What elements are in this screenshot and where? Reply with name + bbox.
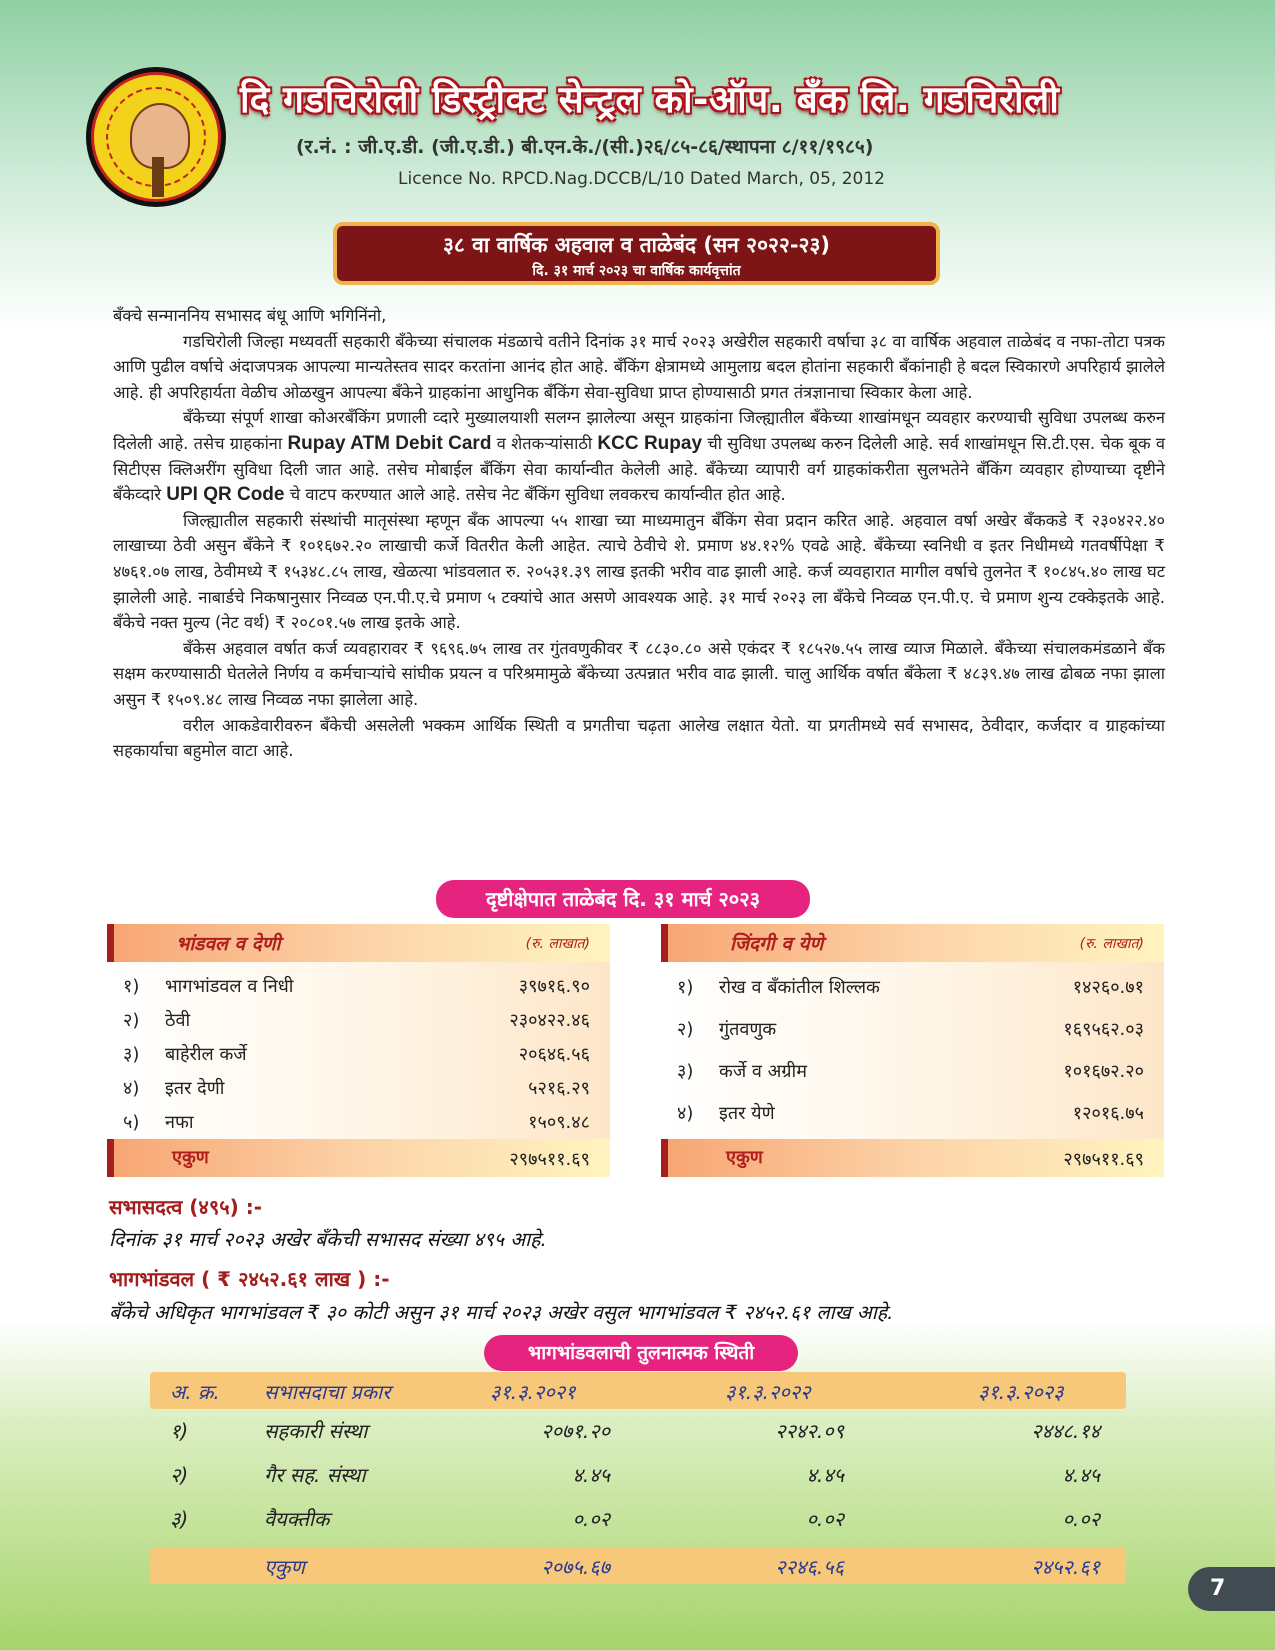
paragraph-3: जिल्ह्यातील सहकारी संस्थांची मातृसंस्था म्हणून बँक आपल्या ५५ शाखा च्या माध्यमातुन बँकिंग सेवा प्रदान करित आहे. अहवाल वर्षा अखेर बँककडे ₹ २३०४२२.४० लाखाच्या ठेवी असुन बँकेने ₹ १०१६७२.२० लाखाची कर्जे वितरीत केली आहेत. त्याचे ठेवीचे शे. प्रमाण ४४.१२% एवढे आहे. बँकेच्या स्वनिधी व इतर निधीमध्ये गतवर्षीपेक्षा ₹ ४७६१.०७ लाख, ठेवीमध्ये ₹ १५३४८.८५ लाख, खेळत्या भांडवलात रु. २०५३१.३९ लाख इतकी भरीव वाढ झाली आहे. कर्ज व्यवहारात मागील वर्षाचे तुलनेत ₹ १०८४५.४० लाख घट झालेली आहे. नाबार्डचे निकषानुसार निव्वळ एन.पी.ए.चे प्रमाण ५ टक्यांचे आत असणे आवश्यक आहे. ३१ मार्च २०२३ ला बँकेचे निव्वळ एन.पी.ए. चे प्रमाण शुन्य टक्केइतके आहे. बँकेचे नक्त मुल्य (नेट वर्थ) ₹ २०८०१.५७ लाख इतके आहे. (113, 510, 1165, 633)
table-row: ३) बाहेरील कर्जे २०६४६.५६ (123, 1044, 590, 1065)
paragraph-4: बँकेस अहवाल वर्षात कर्ज व्यवहारावर ₹ ९६९६.७५ लाख तर गुंतवणुकीवर ₹ ८८३०.८० असे एकंदर ₹ १८५२७.५५ लाख व्याज मिळाले. बँकेच्या संचालकमंडळाने बँक सक्षम करण्यासाठी घेतलेले निर्णय व कर्मचाऱ्यांचे सांघीक प्रयत्न व परिश्रमामुळे बँकेच्या उत्पन्नात भरीव वाढ झाली. चालु आर्थिक वर्षात बँकेला ₹ ४८३९.४७ लाख ढोबळ नफा झाला असुन ₹ १५०९.४८ लाख निव्वळ नफा झालेला आहे. (113, 638, 1165, 709)
share-capital-text: बँकेचे अधिकृत भागभांडवल ₹ ३० कोटी असुन ३१ मार्च २०२३ अखेर वसुल भागभांडवल ₹ २४५२.६१ लाख आहे. (109, 1301, 894, 1324)
table-row: २) गुंतवणुक १६९५६२.०३ (677, 1019, 1144, 1040)
share-capital-comparison-table (150, 1372, 1126, 1584)
banner-subtitle: दि. ३१ मार्च २०२३ चा वार्षिक कार्यवृत्तांत (532, 263, 741, 279)
registration-number: (र.नं. : जी.ए.डी. (जी.ए.डी.) बी.एन.के./(सी.)२६/८५-८६/स्थापना ८/११/१९८५) (296, 136, 874, 158)
balance-sheet-heading: दृष्टीक्षेपात ताळेबंद दि. ३१ मार्च २०२३ (436, 880, 810, 918)
table-row: ४) इतर येणे १२०१६.७५ (677, 1103, 1144, 1124)
table-row: ३) कर्जे व अग्रीम १०१६७२.२० (677, 1061, 1144, 1082)
table-row: ३) वैयक्तीक ०.०२ ०.०२ ०.०२ (170, 1507, 1100, 1531)
upi-qr-text: UPI QR Code (166, 484, 285, 506)
unit-label: (रु. लाखात) (525, 936, 590, 952)
table-row: १) रोख व बँकांतील शिल्लक १४२६०.७१ (677, 977, 1144, 998)
table-row: १) भागभांडवल व निधी ३९७१६.९० (123, 976, 590, 997)
bank-logo (86, 67, 226, 207)
table-row: ४) इतर देणी ५२१६.२९ (123, 1078, 590, 1099)
paragraph-5: वरील आकडेवारीवरुन बँकेची असलेली भक्कम आर्थिक स्थिती व प्रगतीचा चढ़ता आलेख लक्षात येतो. या प्रगतीमध्ये सर्व सभासद, ठेवीदार, कर्जदार व ग्राहकांच्या सहकार्याचा बहुमोल वाटा आहे. (113, 715, 1165, 761)
page-number: 7 (1188, 1567, 1275, 1611)
table-row: ५) नफा १५०९.४८ (123, 1112, 590, 1133)
membership-heading: सभासदत्व (४९५) :- (109, 1195, 263, 1219)
assets-table (661, 924, 1164, 1177)
table-total-row: एकुण २०७५.६७ २२४६.५६ २४५२.६१ (150, 1547, 1126, 1584)
share-capital-heading: भागभांडवल ( ₹ २४५२.६१ लाख ) :- (109, 1267, 390, 1291)
paragraph-2: बँकेच्या संपूर्ण शाखा कोअरबँकिंग प्रणाली व्दारे मुख्यालयाशी सलग्न झालेल्या असून ग्राहकांना जिल्ह्यातील बँकेच्या शाखांमधून व्यवहार करण्याची सुविधा उपलब्ध करुन दिलेली आहे. तसेच ग्राहकांना Rupay ATM Debit Card व शेतकऱ्यांसाठी KCC Rupay ची सुविधा उपलब्ध करुन दिलेली आहे. सर्व शाखांमधून सि.टी.एस. चेक बूक व सिटीएस क्लिअरींग सुविधा दिली जात आहे. तसेच मोबाईल बँकिंग सेवा कार्यान्वीत केलेली आहे. बँकेच्या व्यापारी वर्ग ग्राहकांकरीता सुलभतेने बँकिंग व्यवहार होण्याच्या दृष्टीने बँकेव्दारे UPI QR Code चे वाटप करण्यात आले आहे. तसेच नेट बँकिंग सुविधा लवकरच कार्यान्वीत होत आहे. (113, 408, 1165, 506)
banner-title: ३८ वा वार्षिक अहवाल व ताळेबंद (सन २०२२-२३) (443, 233, 830, 257)
report-body (113, 303, 1165, 764)
unit-label: (रु. लाखात) (1079, 936, 1144, 952)
table-header-row: अ. क्र. सभासदाचा प्रकार ३१.३.२०२१ ३१.३.२०२२ ३१.३.२०२३ (150, 1372, 1126, 1409)
table-row: १) सहकारी संस्था २०७१.२० २२४२.०९ २४४८.१४ (170, 1419, 1100, 1443)
bank-name: दि गडचिरोली डिस्ट्रीक्ट सेन्ट्रल को-ऑप. बँक लि. गडचिरोली (240, 78, 1060, 121)
assets-title: जिंदगी व येणे (730, 933, 824, 955)
paragraph-1: गडचिरोली जिल्हा मध्यवर्ती सहकारी बँकेच्या संचालक मंडळाचे वतीने दिनांक ३१ मार्च २०२३ अखेरील सहकारी वर्षाचा ३८ वा वार्षिक अहवाल ताळेबंद व नफा-तोटा पत्रक आणि पुढील वर्षाचे अंदाजपत्रक आपल्या मान्यतेस्तव सादर करतांना आनंद होत आहे. बँकिंग क्षेत्रामध्ये आमुलाग्र बदल होतांना सहकारी बँकांनाही हे बदल स्विकारणे अपरिहार्य झालेले आहे. ही अपरिहार्यता वेळीच ओळखुन आपल्या बँकेने ग्राहकांना आधुनिक बँकिंग सेवा-सुविधा प्राप्त होण्यासाठी प्रगत तंत्रज्ञानाचा स्विकार केला आहे. (113, 331, 1165, 402)
membership-text: दिनांक ३१ मार्च २०२३ अखेर बँकेची सभासद संख्या ४९५ आहे. (109, 1228, 547, 1251)
licence-number: Licence No. RPCD.Nag.DCCB/L/10 Dated March, 05, 2012 (398, 169, 885, 189)
rupay-card-text: Rupay ATM Debit Card (287, 432, 492, 454)
table-total-row: एकुण २९७५११.६९ (661, 1139, 1164, 1177)
table-row: २) गैर सह. संस्था ४.४५ ४.४५ ४.४५ (170, 1463, 1100, 1487)
report-banner (333, 222, 940, 285)
liabilities-table (107, 924, 610, 1177)
liabilities-title: भांडवल व देणी (176, 933, 281, 955)
table-total-row: एकुण २९७५११.६९ (107, 1139, 610, 1177)
kcc-rupay-text: KCC Rupay (597, 432, 703, 454)
table-row: २) ठेवी २३०४२२.४६ (123, 1010, 590, 1031)
salutation: बँक्चे सन्माननिय सभासद बंधू आणि भगिनिंनो, (113, 306, 387, 325)
comparison-heading: भागभांडवलाची तुलनात्मक स्थिती (484, 1335, 798, 1371)
